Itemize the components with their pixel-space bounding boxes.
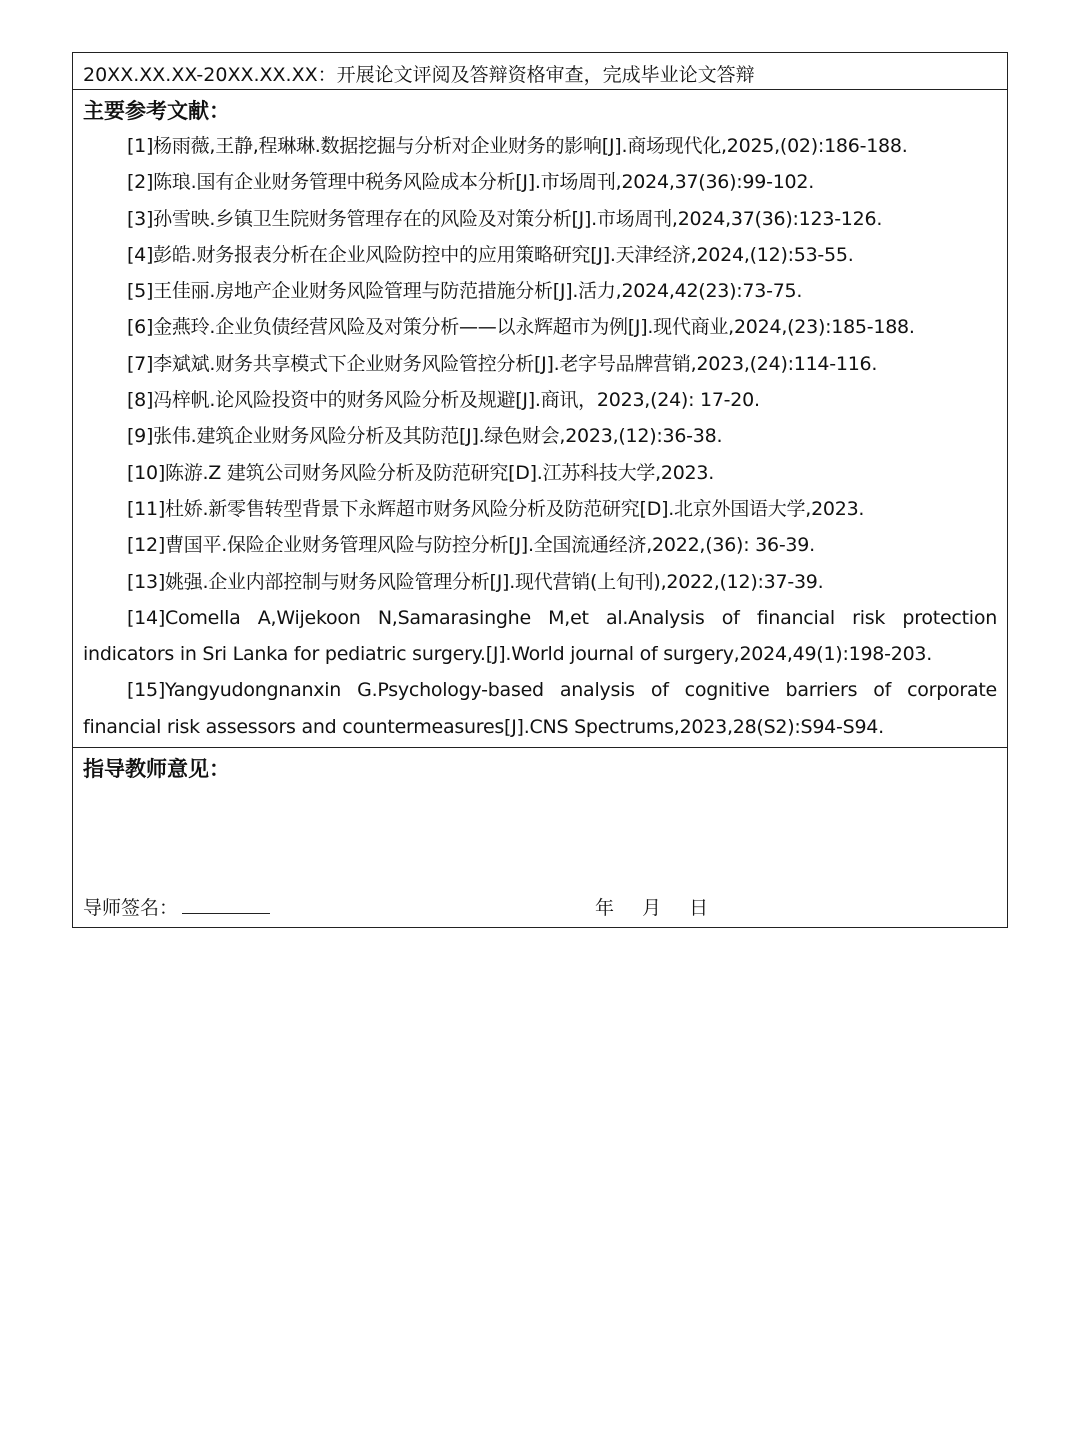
reference-item: [13]姚强.企业内部控制与财务风险管理分析[J].现代营销(上旬刊),2022,(12):37-39. — [127, 570, 824, 593]
reference-item: [14]Comella A,Wijekoon N,Samarasinghe M,et al.Analysis of financial risk protection indicators in Sri Lanka for pediatric surgery.[J].World journal of surgery,2024,49(1):198-203. — [83, 606, 997, 666]
reference-list — [83, 128, 997, 745]
advisor-heading: 指导教师意见： — [83, 757, 230, 782]
signature-blank-line — [182, 893, 270, 914]
reference-item: [7]李斌斌.财务共享模式下企业财务风险管控分析[J].老字号品牌营销,2023,(24):114-116. — [127, 352, 878, 375]
date-day-label: 日 — [689, 897, 709, 920]
document-table — [72, 52, 1008, 928]
date-field — [595, 893, 730, 923]
date-month-label: 月 — [642, 897, 662, 920]
reference-item: [6]金燕玲.企业负债经营风险及对策分析——以永辉超市为例[J].现代商业,2024,(23):185-188. — [127, 316, 915, 339]
reference-item: [12]曹国平.保险企业财务管理风险与防控分析[J].全国流通经济,2022,(36): 36-39. — [127, 534, 815, 557]
reference-item: [10]陈游.Z 建筑公司财务风险分析及防范研究[D].江苏科技大学,2023. — [127, 461, 715, 484]
references-heading: 主要参考文献： — [83, 99, 230, 123]
signature-field — [83, 893, 270, 923]
advisor-section — [73, 748, 1007, 927]
reference-item: [15]Yangyudongnanxin G.Psychology-based analysis of cognitive barriers of corporate financial risk assessors and countermeasures[J].CNS Spectrums,2023,28(S2):S94-S94. — [83, 679, 997, 738]
signature-label: 导师签名： — [83, 897, 179, 920]
reference-item: [2]陈琅.国有企业财务管理中税务风险成本分析[J].市场周刊,2024,37(36):99-102. — [127, 171, 815, 194]
reference-item: [8]冯梓帆.论风险投资中的财务风险分析及规避[J].商讯，2023,(24): 17-20. — [127, 389, 760, 412]
signature-row — [83, 893, 997, 923]
reference-item: [1]杨雨薇,王静,程琳琳.数据挖掘与分析对企业财务的影响[J].商场现代化,2025,(02):186-188. — [127, 135, 908, 157]
schedule-row — [73, 53, 1007, 90]
reference-item: [5]王佳丽.房地产企业财务风险管理与防范措施分析[J].活力,2024,42(23):73-75. — [127, 280, 803, 303]
date-year-label: 年 — [595, 897, 615, 920]
reference-item: [3]孙雪映.乡镇卫生院财务管理存在的风险及对策分析[J].市场周刊,2024,37(36):123-126. — [127, 207, 883, 230]
schedule-text: 20XX.XX.XX-20XX.XX.XX：开展论文评阅及答辩资格审查，完成毕业论文答辩 — [83, 64, 755, 86]
reference-item: [4]彭皓.财务报表分析在企业风险防控中的应用策略研究[J].天津经济,2024,(12):53-55. — [127, 243, 854, 266]
reference-item: [9]张伟.建筑企业财务风险分析及其防范[J].绿色财会,2023,(12):36-38. — [127, 425, 723, 448]
references-section — [73, 90, 1007, 748]
reference-item: [11]杜娇.新零售转型背景下永辉超市财务风险分析及防范研究[D].北京外国语大学,2023. — [127, 497, 865, 520]
